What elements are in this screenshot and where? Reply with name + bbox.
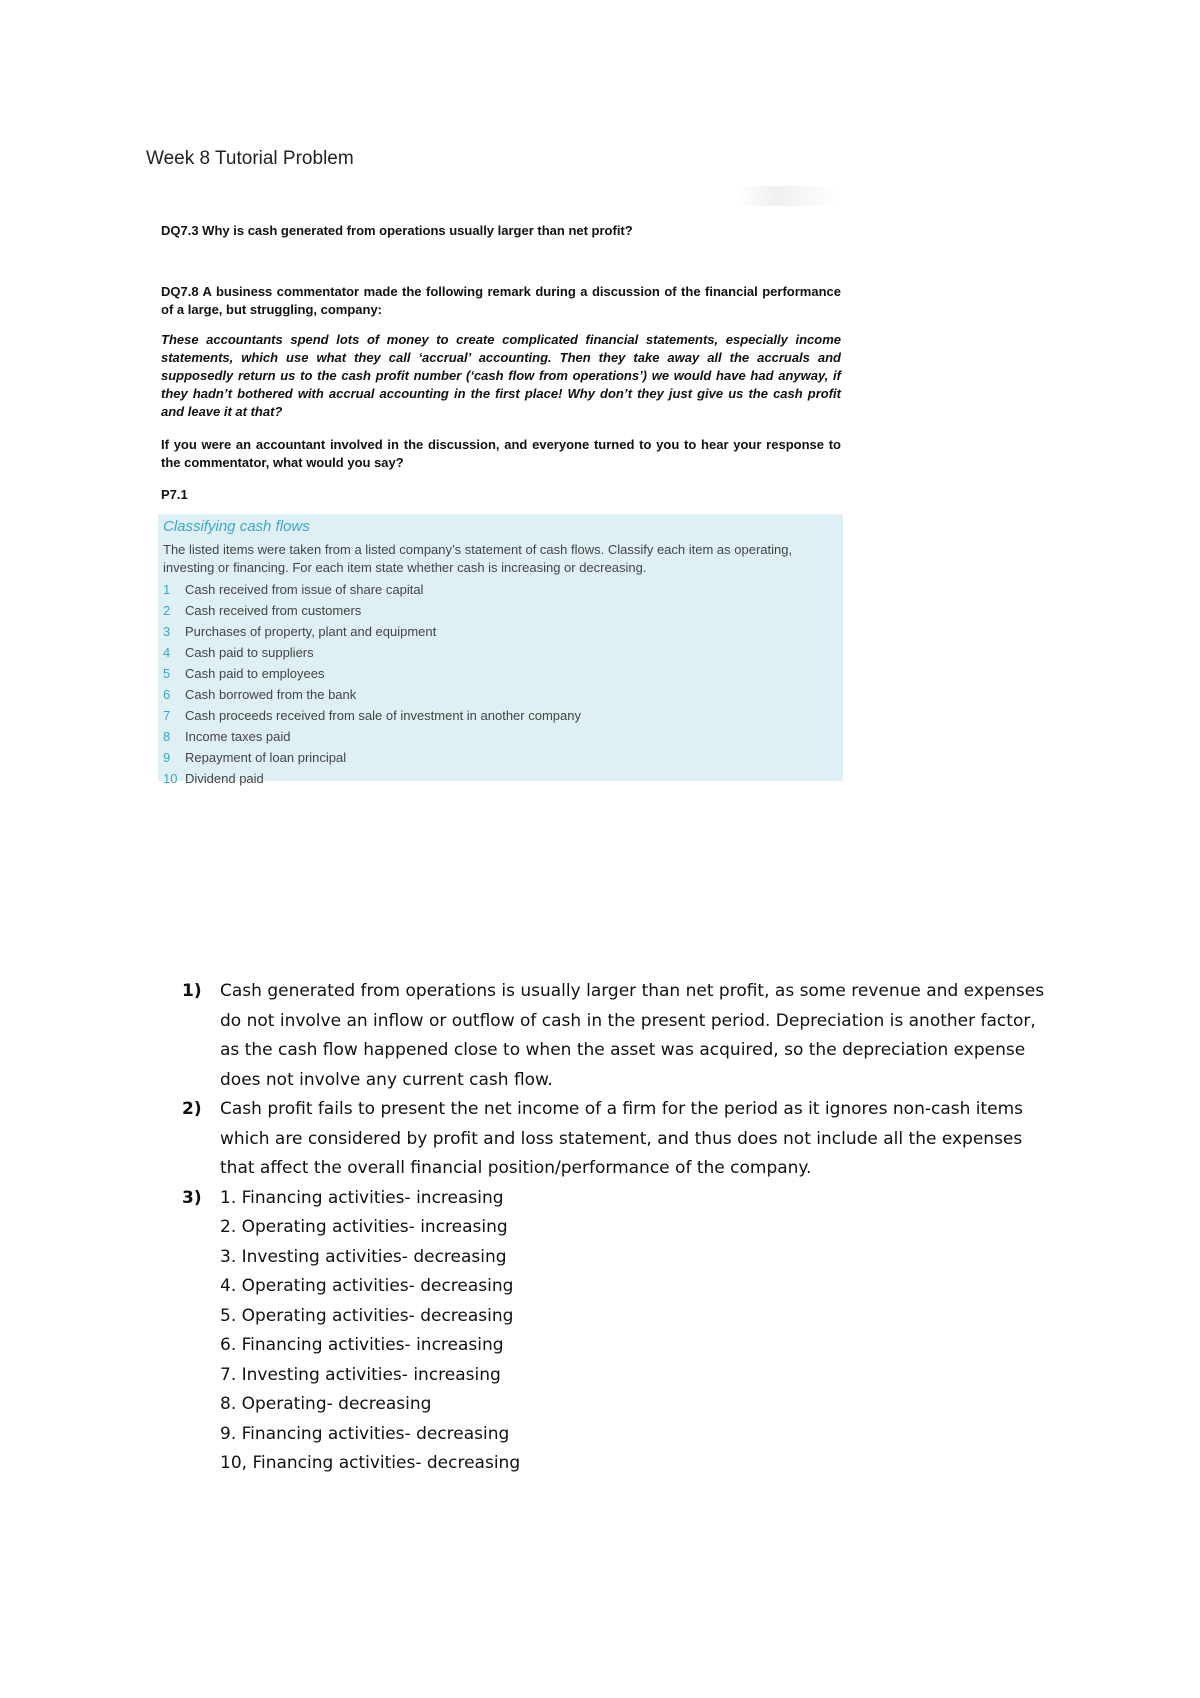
classification-list xyxy=(220,1184,1050,1479)
item-text: Income taxes paid xyxy=(185,729,291,744)
list-item xyxy=(163,768,581,789)
answer-list xyxy=(182,977,1050,1479)
list-item xyxy=(163,684,581,705)
classification-line: 3. Investing activities- decreasing xyxy=(220,1246,507,1267)
list-item xyxy=(163,663,581,684)
item-text: Repayment of loan principal xyxy=(185,750,347,765)
question-dq7-3: DQ7.3 Why is cash generated from operations usually larger than net profit? xyxy=(161,223,633,238)
item-number: 9 xyxy=(163,750,171,765)
list-item xyxy=(163,726,581,747)
item-text: Purchases of property, plant and equipment xyxy=(185,624,437,639)
classification-line: 9. Financing activities- decreasing xyxy=(220,1423,510,1444)
list-item xyxy=(163,747,581,768)
item-number: 3 xyxy=(163,624,171,639)
list-item xyxy=(163,621,581,642)
answer-item xyxy=(182,1095,1050,1184)
classification-line: 1. Financing activities- increasing xyxy=(220,1187,504,1208)
question-dq7-8-task: If you were an accountant involved in the discussion, and everyone turned to you to hear your response to the commentator, what would you say? xyxy=(161,437,841,470)
answer-item xyxy=(182,977,1050,1095)
item-text: Cash received from customers xyxy=(185,603,362,618)
answer-number: 3) xyxy=(182,1187,202,1208)
scan-artifact xyxy=(735,186,840,206)
item-number: 5 xyxy=(163,666,171,681)
question-dq7-8-intro: DQ7.8 A business commentator made the following remark during a discussion of the financial performance of a large, but struggling, company: xyxy=(161,284,841,317)
problem-box-intro: The listed items were taken from a listed company’s statement of cash flows. Classify each item as operating, investing or financing. For each item state whether cash is increasing or decreasing. xyxy=(163,542,793,575)
problem-label: P7.1 xyxy=(161,487,188,502)
classification-line: 6. Financing activities- increasing xyxy=(220,1335,504,1355)
problem-box xyxy=(158,514,843,786)
item-number: 1 xyxy=(163,582,171,597)
list-item xyxy=(163,600,581,621)
item-text: Cash received from issue of share capital xyxy=(185,582,424,597)
list-item xyxy=(163,705,581,726)
classification-line: 4. Operating activities- decreasing xyxy=(220,1276,514,1296)
list-item xyxy=(163,579,581,600)
problem-item-list xyxy=(163,579,581,789)
item-text: Dividend paid xyxy=(185,771,264,786)
item-number: 2 xyxy=(163,603,171,618)
item-number: 10 xyxy=(163,771,178,786)
classification-line: 2. Operating activities- increasing xyxy=(220,1217,508,1237)
problem-box-title: Classifying cash flows xyxy=(163,518,310,535)
item-number: 6 xyxy=(163,687,171,702)
item-text: Cash borrowed from the bank xyxy=(185,687,357,702)
answer-text: Cash profit fails to present the net income of a firm for the period as it ignores non-cash items which are considered by profit and loss statement, and thus does not include all the expenses that affect the overall financial position/performance of the company. xyxy=(220,1099,1024,1178)
classification-line: 10, Financing activities- decreasing xyxy=(220,1453,521,1473)
item-text: Cash proceeds received from sale of investment in another company xyxy=(185,708,581,723)
list-item xyxy=(163,642,581,663)
classification-line: 8. Operating- decreasing xyxy=(220,1394,432,1414)
classification-line: 7. Investing activities- increasing xyxy=(220,1364,501,1385)
page-title: Week 8 Tutorial Problem xyxy=(146,148,354,169)
classification-line: 5. Operating activities- decreasing xyxy=(220,1305,514,1326)
item-number: 7 xyxy=(163,708,171,723)
answer-number: 2) xyxy=(182,1099,202,1119)
item-number: 4 xyxy=(163,645,171,660)
answer-text: Cash generated from operations is usually larger than net profit, as some revenue and expenses do not involve an inflow or outflow of cash in the present period. Depreciation is another factor, as the cash flow happened close to when the asset was acquired, so the depreciation expense does not involve any current cash flow. xyxy=(220,981,1045,1090)
item-text: Cash paid to employees xyxy=(185,666,325,681)
item-text: Cash paid to suppliers xyxy=(185,645,314,660)
answer-item xyxy=(182,1184,1050,1479)
item-number: 8 xyxy=(163,729,171,744)
answer-number: 1) xyxy=(182,981,202,1001)
question-dq7-8-quote: These accountants spend lots of money to create complicated financial statements, especially income statements, which use what they call ‘accrual’ accounting. Then they take away all the accruals and supposedly return us to the cash profit number (‘cash flow from operations’) we would have had anyway, if they hadn’t bothered with accrual accounting in the first place! Why don’t they just give us the cash profit and leave it at that? xyxy=(161,332,841,419)
